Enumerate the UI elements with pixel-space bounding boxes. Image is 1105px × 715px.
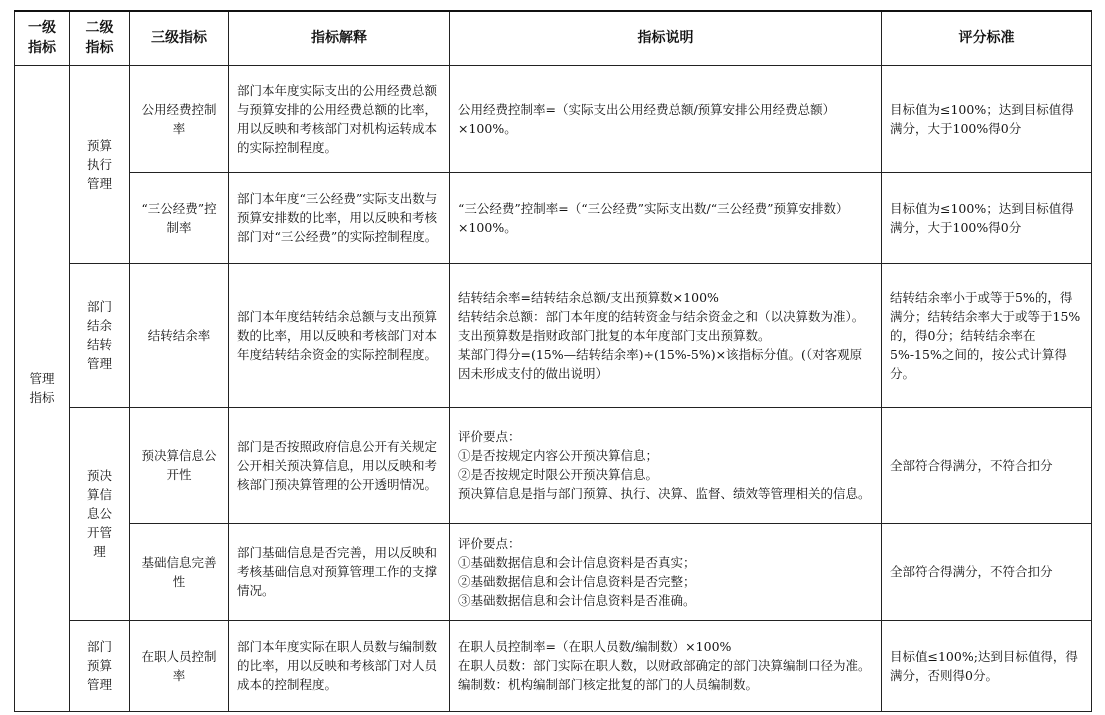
table-row [15,263,1092,407]
row-name: 预决算信息公开性 [130,407,229,523]
header-level3: 三级指标 [130,11,229,65]
row-desc: “三公经费”控制率=（“三公经费”实际支出数/“三公经费”预算安排数）×100%。 [450,172,882,263]
row-name: 在职人员控制率 [130,620,229,711]
header-criteria: 评分标准 [882,11,1092,65]
table-row [15,523,1092,620]
row-explain: 部门是否按照政府信息公开有关规定公开相关预决算信息，用以反映和考核部门预决算管理的公开透明情况。 [229,407,450,523]
row-name: 基础信息完善性 [130,523,229,620]
row-explain: 部门本年度“三公经费”实际支出数与预算安排数的比率，用以反映和考核部门对“三公经费”的实际控制程度。 [229,172,450,263]
header-level2: 二级指标 [70,11,130,65]
header-explain: 指标解释 [229,11,450,65]
indicator-table [14,10,1092,712]
group-cell-carryover: 部门结余结转管理 [70,263,130,407]
level1-cell: 管理指标 [15,65,70,711]
row-criteria: 全部符合得满分，不符合扣分 [882,523,1092,620]
row-name: “三公经费”控制率 [130,172,229,263]
row-explain: 部门本年度实际在职人员数与编制数的比率，用以反映和考核部门对人员成本的控制程度。 [229,620,450,711]
row-explain: 部门本年度结转结余总额与支出预算数的比率，用以反映和考核部门对本年度结转结余资金的实际控制程度。 [229,263,450,407]
row-criteria: 目标值为≤100%；达到目标值得满分，大于100%得0分 [882,65,1092,172]
row-criteria: 结转结余率小于或等于5%的，得满分；结转结余率大于或等于15%的，得0分；结转结余率在5%-15%之间的，按公式计算得分。 [882,263,1092,407]
group-cell-dept-budget: 部门预算管理 [70,620,130,711]
group-cell-disclosure: 预决算信息公开管理 [70,407,130,620]
row-explain: 部门本年度实际支出的公用经费总额与预算安排的公用经费总额的比率，用以反映和考核部门对机构运转成本的实际控制程度。 [229,65,450,172]
row-desc: 结转结余率=结转结余总额/支出预算数×100% 结转结余总额：部门本年度的结转资金与结余资金之和（以决算数为准）。 支出预算数是指财政部门批复的本年度部门支出预算数。 某部门得分=(15%—结转结余率)÷(15%-5%)×该指标分值。(（对客观原因未形成支付的做出说明） [450,263,882,407]
table-row [15,172,1092,263]
table-row [15,620,1092,711]
row-desc: 评价要点： ①基础数据信息和会计信息资料是否真实； ②基础数据信息和会计信息资料是否完整； ③基础数据信息和会计信息资料是否准确。 [450,523,882,620]
table-row [15,65,1092,172]
row-criteria: 目标值为≤100%；达到目标值得满分，大于100%得0分 [882,172,1092,263]
table-row [15,407,1092,523]
row-desc: 在职人员控制率=（在职人员数/编制数）×100% 在职人员数：部门实际在职人数，以财政部确定的部门决算编制口径为准。 编制数：机构编制部门核定批复的部门的人员编制数。 [450,620,882,711]
table-header-row [15,11,1092,65]
row-criteria: 目标值≤100%;达到目标值得，得满分，否则得0分。 [882,620,1092,711]
row-desc: 评价要点： ①是否按规定内容公开预决算信息； ②是否按规定时限公开预决算信息。 预决算信息是指与部门预算、执行、决算、监督、绩效等管理相关的信息。 [450,407,882,523]
row-name: 公用经费控制率 [130,65,229,172]
header-desc: 指标说明 [450,11,882,65]
row-name: 结转结余率 [130,263,229,407]
row-desc: 公用经费控制率=（实际支出公用经费总额/预算安排公用经费总额）×100%。 [450,65,882,172]
row-criteria: 全部符合得满分，不符合扣分 [882,407,1092,523]
row-explain: 部门基础信息是否完善，用以反映和考核基础信息对预算管理工作的支撑情况。 [229,523,450,620]
group-cell-budget-execution: 预算执行管理 [70,65,130,263]
header-level1: 一级指标 [15,11,70,65]
